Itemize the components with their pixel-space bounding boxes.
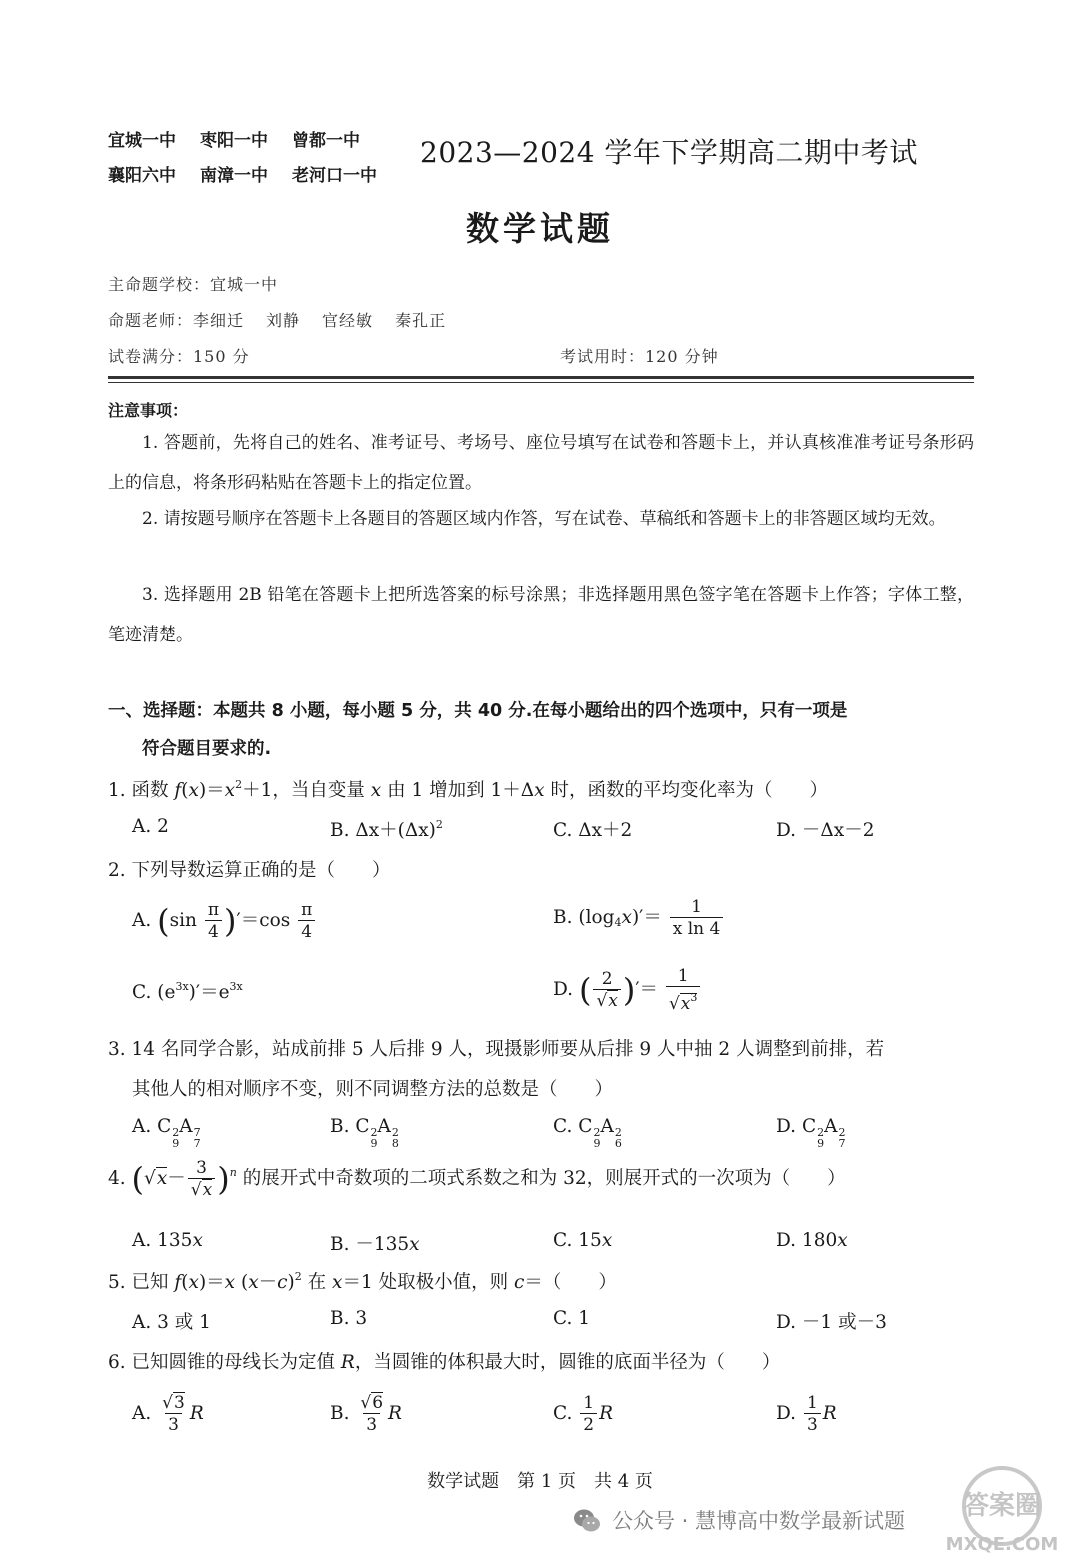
subject-title: 数学试题 — [466, 209, 614, 248]
teacher-name: 秦孔正 — [395, 311, 447, 330]
full-score: 试卷满分：150 分 — [108, 347, 250, 366]
main-school-line — [108, 272, 278, 295]
exam-title: 2023—2024 学年下学期高二期中考试 — [420, 136, 918, 169]
answer-circle-logo — [940, 1466, 1064, 1556]
info-label: 命题老师： — [108, 311, 194, 330]
school-name: 襄阳六中 — [108, 166, 176, 186]
question-1-option-c: C. Δx＋2 — [553, 820, 633, 841]
school-list — [108, 124, 401, 194]
watermark-text: 公众号 · 慧博高中数学最新试题 — [612, 1509, 906, 1533]
question-2-option-c: C. $(e^{3x})'=e^{3x}$ — [132, 980, 243, 1003]
school-name: 宜城一中 — [108, 131, 176, 151]
question-2-option-d: D. ( $\frac{2}{√x}$ )′＝ $\frac{1}{√x^3}$ — [553, 966, 702, 1014]
notice-title: 注意事项： — [108, 401, 189, 420]
logo-subtext: MXQE.COM — [945, 1534, 1059, 1555]
question-6-option-b: B. $\frac{√6}{3}$ R — [330, 1393, 402, 1435]
logo-text: 答案圈 — [962, 1491, 1042, 1521]
info-value: 宜城一中 — [210, 275, 279, 294]
school-name: 枣阳一中 — [200, 131, 268, 151]
school-name: 老河口一中 — [292, 166, 377, 186]
teacher-name: 李细迁 — [193, 311, 245, 330]
school-name: 南漳一中 — [200, 166, 268, 186]
school-row-1 — [108, 124, 401, 159]
question-2-stem: 2. 下列导数运算正确的是（ ） — [108, 860, 391, 881]
question-5-option-c: C. 1 — [553, 1308, 591, 1329]
notice-item-3: 3. 选择题用 2B 铅笔在答题卡上把所选答案的标号涂黑；非选择题用黑色签字笔在答题卡上作答；字体工整，笔迹清楚。 — [108, 585, 974, 645]
question-4-option-b: B. －135x — [330, 1234, 420, 1255]
notice-item-1: 1. 答题前，先将自己的姓名、准考证号、考场号、座位号填写在试卷和答题卡上，并认真核准准考证号条形码上的信息，将条形码粘贴在答题卡上的指定位置。 — [108, 433, 974, 493]
question-3-option-a: A. C 2 9 A 7 7 — [132, 1116, 201, 1150]
question-1-option-b: B. $\Delta x+(\Delta x)^2$ — [330, 818, 443, 841]
divider-thin — [108, 382, 974, 383]
question-6-option-c: C. $\frac{1}{2}$ R — [553, 1393, 614, 1435]
question-1-option-a: A. 2 — [132, 816, 169, 837]
section-heading — [108, 692, 978, 768]
exam-duration: 考试用时：120 分钟 — [560, 347, 719, 366]
question-6-option-d: D. $\frac{1}{3}$ R — [776, 1393, 837, 1435]
notice-item-2: 2. 请按题号顺序在答题卡上各题目的答题区域内作答，写在试卷、草稿纸和答题卡上的非答题区域均无效。 — [142, 509, 946, 529]
question-3-option-d: D. C 2 9 A 2 7 — [776, 1116, 846, 1150]
question-6-stem: 6. 已知圆锥的母线长为定值 R，当圆锥的体积最大时，圆锥的底面半径为（ ） — [108, 1352, 781, 1373]
question-2-option-a: A. (sin $\frac{\pi}{4}$ )′＝cos $\frac{\pi}{4}$ — [132, 900, 317, 942]
question-6-option-a: A. $\frac{√3}{3}$ R — [132, 1393, 204, 1435]
question-3-stem: 3. 14 名同学合影，站成前排 5 人后排 9 人，现摄影师要从后排 9 人中抽 2 人调整到前排，若 其他人的相对顺序不变，则不同调整方法的总数是（ ） — [108, 1039, 885, 1100]
question-4-stem: 4. (√x－ $\frac{3}{√x}$ )$^n$ 的展开式中奇数项的二项式系数之和为 32，则展开式的一次项为（ ） — [108, 1158, 846, 1200]
wechat-icon — [572, 1506, 602, 1536]
teachers-line — [108, 308, 468, 331]
question-5-option-d: D. －1 或－3 — [776, 1312, 887, 1333]
question-4-option-d: D. 180x — [776, 1230, 848, 1251]
teacher-name: 官经敏 — [322, 311, 374, 330]
question-2-option-b: B. $(\log_4x)'=$ $\frac{1}{\text{x ln 4}}$ — [553, 897, 725, 939]
question-1-stem: 1. 函数 $f(x)=x^2+1$，当自变量 x 由 1 增加到 1＋Δx 时，函数的平均变化率为（ ） — [108, 778, 828, 801]
question-4-option-a: A. 135x — [132, 1230, 203, 1251]
question-3-option-c: C. C 2 9 A 2 6 — [553, 1116, 622, 1150]
question-1-option-d: D. －Δx－2 — [776, 820, 875, 841]
page-footer: 数学试题 第 1 页 共 4 页 — [427, 1471, 653, 1492]
info-label: 主命题学校： — [108, 275, 211, 294]
question-4-option-c: C. 15x — [553, 1230, 613, 1251]
school-name: 曾都一中 — [292, 131, 360, 151]
question-3-option-b: B. C 2 9 A 2 8 — [330, 1116, 399, 1150]
section-heading-line-1: 一、选择题：本题共 8 小题，每小题 5 分，共 40 分.在每小题给出的四个选项中，只有一项是 — [108, 701, 848, 721]
question-5-option-a: A. 3 或 1 — [132, 1312, 211, 1333]
question-5-stem: 5. 已知 f(x)＝x $(x-c)^2$ 在 x＝1 处取极小值，则 c＝（ ） — [108, 1270, 617, 1293]
divider-thick — [108, 376, 974, 379]
section-heading-line-2: 符合题目要求的. — [142, 739, 272, 759]
school-row-2 — [108, 159, 401, 194]
teacher-name: 刘静 — [266, 311, 301, 330]
question-5-option-b: B. 3 — [330, 1308, 368, 1329]
